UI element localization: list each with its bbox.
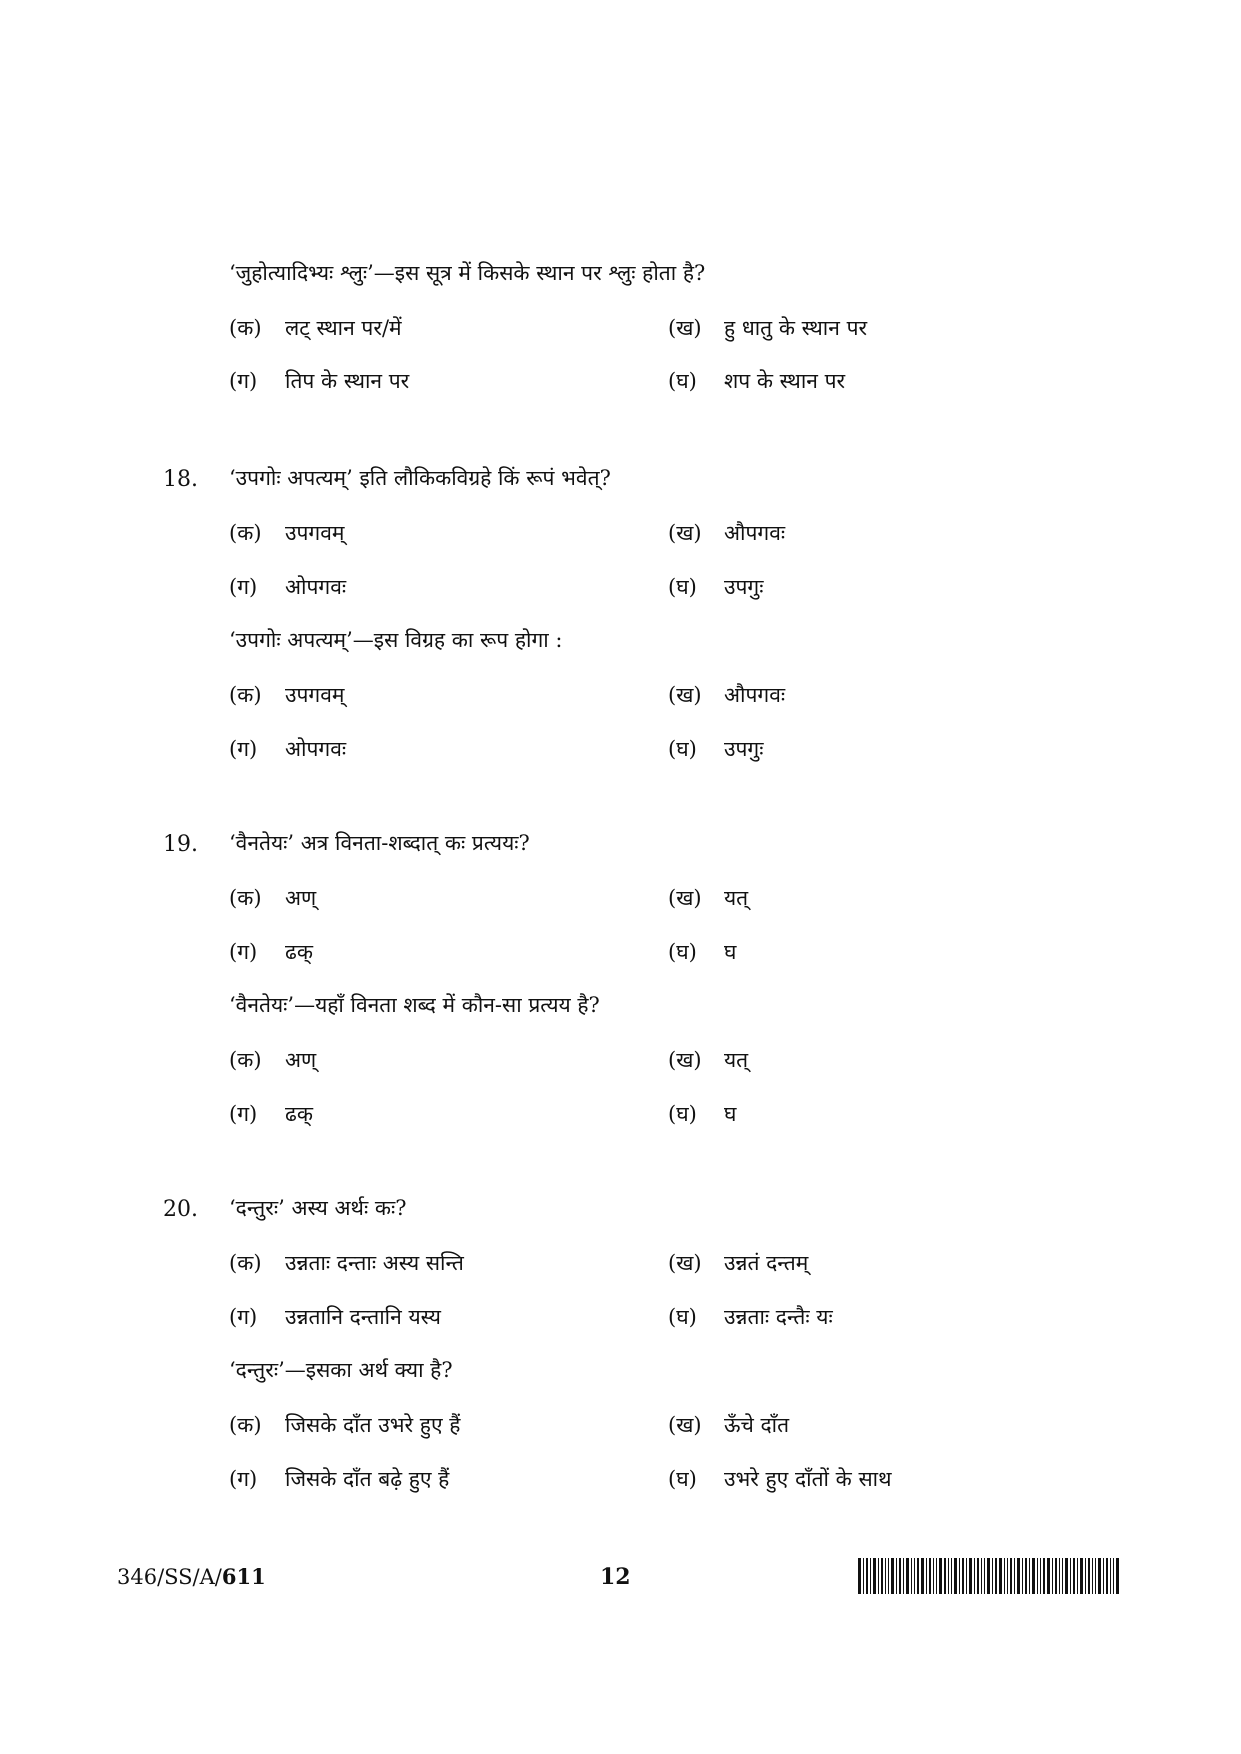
q20-sanskrit-option-kha: (ख) उन्नतं दन्तम् [668,1251,809,1275]
q20-hindi-option-gha: (घ) उभरे हुए दाँतों के साथ [668,1467,892,1491]
q20-sanskrit-option-ga: (ग) उन्नतानि दन्तानि यस्य [229,1305,441,1329]
q18-sanskrit-option-gha: (घ) उपगुः [668,575,764,599]
paper-code-number: 611 [221,1564,266,1589]
q18-sanskrit-option-kha: (ख) औपगवः [668,521,786,545]
q19-sanskrit-option-kha: (ख) यत् [668,886,749,910]
q18-hindi-option-kha: (ख) औपगवः [668,683,786,707]
question-19-sanskrit-text: ‘वैनतेयः’ अत्र विनता-शब्दात् कः प्रत्ययः? [229,831,530,855]
q18-hindi-option-ka: (क) उपगवम् [229,683,345,707]
q18-sanskrit-option-ga: (ग) ओपगवः [229,575,347,599]
q18-hindi-option-gha: (घ) उपगुः [668,737,764,761]
q19-hindi-option-kha: (ख) यत् [668,1048,749,1072]
page-number: 12 [600,1564,631,1590]
q18-hindi-option-ga: (ग) ओपगवः [229,737,347,761]
q19-hindi-option-ga: (ग) ढक् [229,1102,313,1126]
question-number-19: 19. [163,832,198,857]
q20-hindi-option-kha: (ख) ऊँचे दाँत [668,1413,790,1437]
barcode-image [858,1558,1120,1594]
q20-hindi-option-ka: (क) जिसके दाँत उभरे हुए हैं [229,1413,461,1437]
q19-sanskrit-option-gha: (घ) घ [668,940,737,964]
question-17-hindi-text: ‘जुहोत्यादिभ्यः श्लुः’—इस सूत्र में किसके स्थान पर श्लुः होता है? [229,261,706,285]
paper-code-prefix: 346/SS/A/ [117,1565,222,1589]
q17-hindi-option-ka: (क) लट् स्थान पर/में [229,316,402,340]
q17-hindi-option-ga: (ग) तिप के स्थान पर [229,369,410,393]
question-number-18: 18. [163,467,198,492]
q20-hindi-option-ga: (ग) जिसके दाँत बढ़े हुए हैं [229,1467,450,1491]
q19-hindi-option-gha: (घ) घ [668,1102,737,1126]
q19-hindi-option-ka: (क) अण् [229,1048,317,1072]
question-20-hindi-text: ‘दन्तुरः’—इसका अर्थ क्या है? [229,1358,453,1382]
question-number-20: 20. [163,1197,198,1222]
q17-hindi-option-gha: (घ) शप के स्थान पर [668,369,846,393]
q20-sanskrit-option-gha: (घ) उन्नताः दन्तैः यः [668,1305,833,1329]
question-20-sanskrit-text: ‘दन्तुरः’ अस्य अर्थः कः? [229,1196,407,1220]
paper-code [117,1562,266,1592]
q17-hindi-option-kha: (ख) हु धातु के स्थान पर [668,316,868,340]
question-18-hindi-text: ‘उपगोः अपत्यम्’—इस विग्रह का रूप होगा : [229,628,563,652]
q20-sanskrit-option-ka: (क) उन्नताः दन्ताः अस्य सन्ति [229,1251,464,1275]
question-18-sanskrit-text: ‘उपगोः अपत्यम्’ इति लौकिकविग्रहे किं रूपं भवेत्? [229,466,611,490]
question-19-hindi-text: ‘वैनतेयः’—यहाँ विनता शब्द में कौन-सा प्रत्यय है? [229,993,600,1017]
q19-sanskrit-option-ka: (क) अण् [229,886,317,910]
q18-sanskrit-option-ka: (क) उपगवम् [229,521,345,545]
q19-sanskrit-option-ga: (ग) ढक् [229,940,313,964]
